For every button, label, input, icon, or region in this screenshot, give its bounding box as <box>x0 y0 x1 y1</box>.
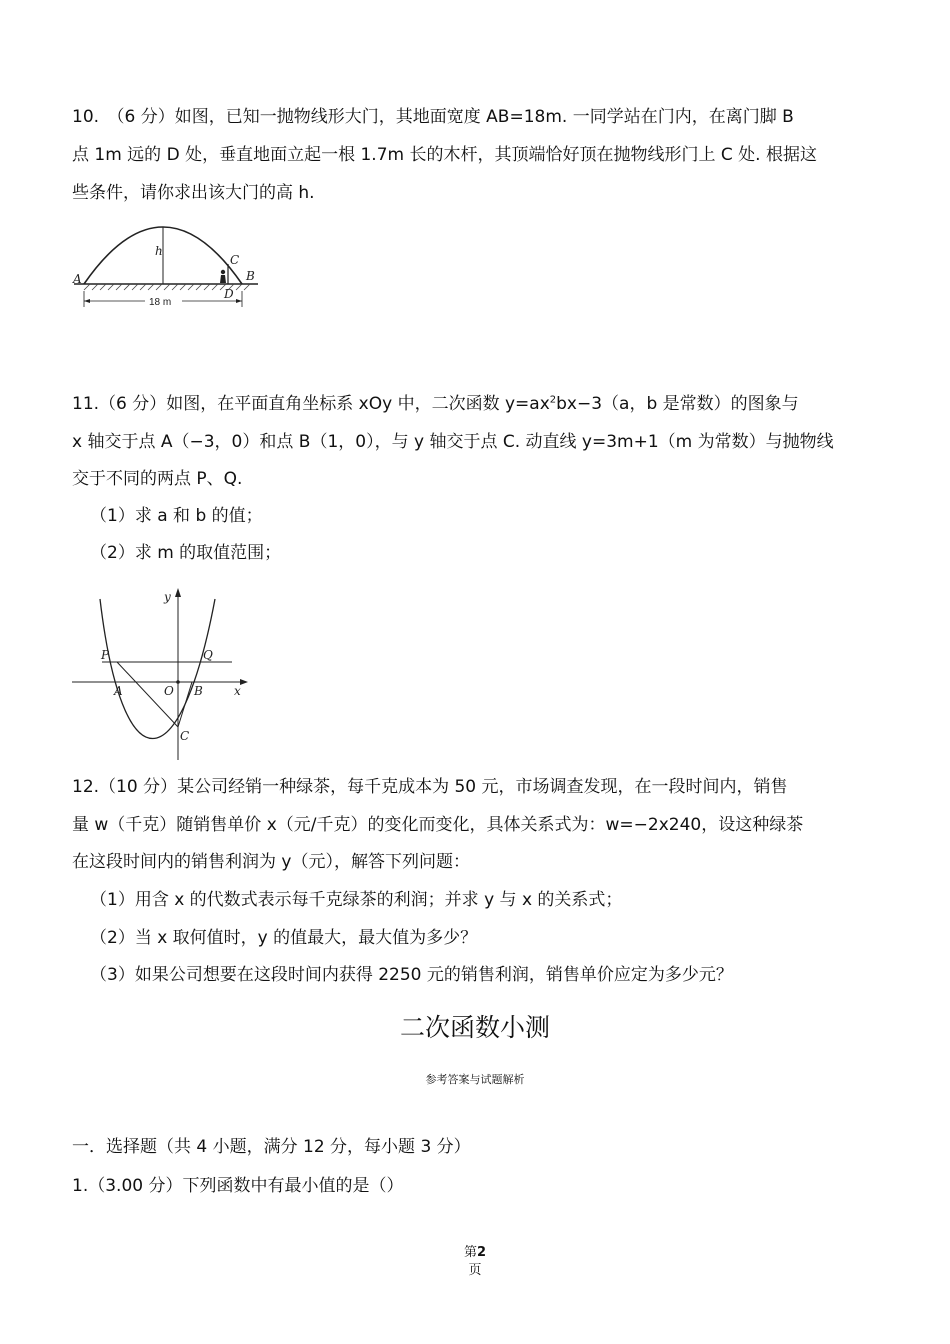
footer-suffix: 页 <box>468 1263 482 1278</box>
q11-label-C: C <box>180 729 190 743</box>
answer-section-heading: 一．选择题（共 4 小题，满分 12 分，每小题 3 分） <box>72 1137 471 1157</box>
q11-label-x: x <box>234 684 241 698</box>
q11-label-y: y <box>164 590 171 604</box>
q10-line-2: 点 1m 远的 D 处，垂直地面立起一根 1.7m 长的木杆，其顶端恰好顶在抛物线形门上 C 处. 根据这 <box>72 145 817 165</box>
q11-label-Q: Q <box>203 648 213 662</box>
answer-title: 二次函数小测 <box>399 1013 550 1042</box>
q11-line-3: 交于不同的两点 P、Q. <box>72 469 243 489</box>
q11-sub-2: （2）求 m 的取值范围； <box>90 543 282 563</box>
q11-line-1-a: 11.（6 分）如图，在平面直角坐标系 xOy 中，二次函数 y=ax <box>72 394 550 414</box>
q11-coordinate-figure <box>70 585 255 765</box>
q11-label-O: O <box>164 684 174 698</box>
q12-sub-1: （1）用含 x 的代数式表示每千克绿茶的利润；并求 y 与 x 的关系式； <box>90 890 623 910</box>
q11-parabola-curve <box>100 599 215 739</box>
q12-line-1: 12.（10 分）某公司经销一种绿茶，每千克成本为 50 元，市场调查发现，在一段时间内，销售 <box>72 777 788 797</box>
q11-line-1 <box>72 394 799 414</box>
q10-label-D: D <box>224 287 234 301</box>
q11-label-A: A <box>114 684 123 698</box>
q11-line-2: x 轴交于点 A（−3，0）和点 B（1，0），与 y 轴交于点 C. 动直线 y=3m+1（m 为常数）与抛物线 <box>72 432 834 452</box>
q10-label-width: 18 m <box>149 297 172 308</box>
q10-line-1: 10. （6 分）如图，已知一抛物线形大门，其地面宽度 AB=18m. 一同学站在门内，在离门脚 B <box>72 107 794 127</box>
q12-line-3: 在这段时间内的销售利润为 y（元），解答下列问题： <box>72 852 470 872</box>
q10-label-C: C <box>230 253 240 267</box>
q12-sub-3: （3）如果公司想要在这段时间内获得 2250 元的销售利润，销售单价应定为多少元？ <box>90 965 733 985</box>
page-footer-line-1 <box>0 1244 950 1261</box>
footer-page-number: 2 <box>476 1245 487 1260</box>
q11-line-1-b: bx−3（a，b 是常数）的图象与 <box>556 394 799 414</box>
q11-label-B: B <box>194 684 203 698</box>
q10-label-B: B <box>246 269 255 283</box>
answer-question-1: 1.（3.00 分）下列函数中有最小值的是（） <box>72 1176 404 1196</box>
q10-label-A: A <box>73 272 82 286</box>
q11-label-P: P <box>101 648 110 662</box>
q11-sub-1: （1）求 a 和 b 的值； <box>90 506 263 526</box>
q10-line-3: 些条件，请你求出该大门的高 h. <box>72 183 315 203</box>
q11-exponent: 2 <box>549 394 557 406</box>
footer-prefix: 第 <box>463 1245 477 1260</box>
q10-parabola-gate-figure <box>70 215 265 315</box>
answer-subtitle: 参考答案与试题解析 <box>425 1073 525 1086</box>
q12-sub-2: （2）当 x 取何值时，y 的值最大，最大值为多少？ <box>90 928 478 948</box>
q10-label-h: h <box>155 244 163 258</box>
q12-line-2: 量 w（千克）随销售单价 x（元/千克）的变化而变化，具体关系式为：w=−2x240，设这种绿茶 <box>72 815 804 835</box>
